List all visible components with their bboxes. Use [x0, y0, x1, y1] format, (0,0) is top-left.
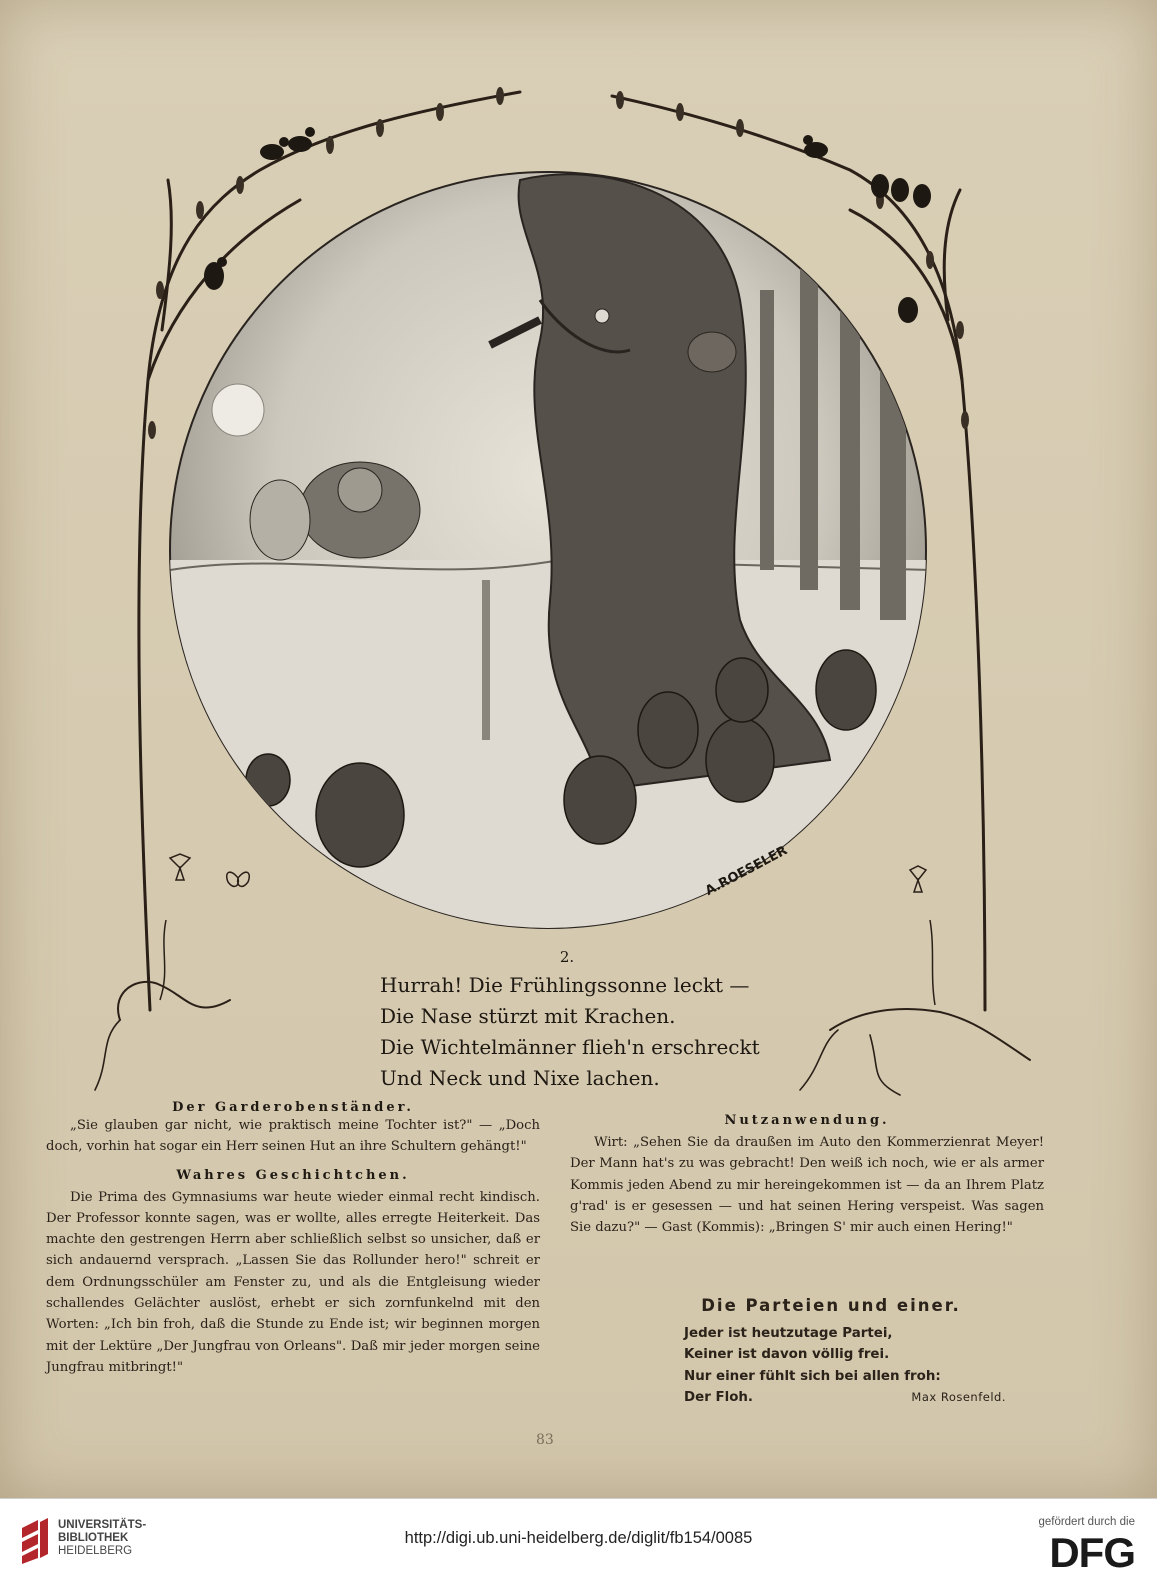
poem-line: Nur einer fühlt sich bei allen froh: — [684, 1368, 941, 1384]
caption-line: Die Nase stürzt mit Krachen. — [380, 1004, 676, 1028]
dfg-logo[interactable]: DFG — [1049, 1529, 1135, 1576]
right-column — [570, 1113, 1044, 1238]
library-name-line: BIBLIOTHEK — [58, 1532, 129, 1544]
article-heading: Wahres Geschichtchen. — [176, 1167, 410, 1183]
roundel-scene — [170, 172, 930, 930]
poem — [676, 1296, 1006, 1408]
poem-title: Die Parteien und einer. — [701, 1296, 961, 1315]
library-name-line: UNIVERSITÄTS- — [58, 1519, 147, 1531]
article-text: Die Prima des Gymnasiums war heute wieder einmal recht kindisch. Der Professor konnte sagen, was er wollte, alles erregte Heiterkeit. Das machte den gestrengen Herrn aber schließlich selbst so unsicher, daß er sich andauernd versprach. „Lassen Sie das Rollunder hero!" schreit er dem Ordnungsschüler am Fenster zu, und als die Entgleisung wieder schallendes Gelächter auslöst, erhebt er sich zornfunkelnd mit den Worten: „Ich bin froh, daß die Stunde zu Ende ist; wir beginnen morgen mit der Lektüre „Der Jungfrau von Orleans". Daß mir jeder morgen seine Jungfrau mitbringt!" — [46, 1189, 540, 1375]
left-column — [46, 1100, 540, 1378]
article-heading: Der Garderobenständer. — [172, 1100, 414, 1115]
artist-signature: A.ROESELER — [702, 843, 790, 899]
article-heading: Nutzanwendung. — [724, 1113, 890, 1128]
caption-line: Die Wichtelmänner flieh'n erschreckt — [380, 1035, 760, 1059]
illustration-caption — [380, 948, 800, 1094]
caption-line: Und Neck und Nixe lachen. — [380, 1066, 660, 1090]
poem-line: Der Floh. — [684, 1389, 754, 1405]
permalink-url[interactable]: http://digi.ub.uni-heidelberg.de/diglit/fb154/0085 — [404, 1529, 753, 1547]
article-text: Wirt: „Sehen Sie da draußen im Auto den Kommerzienrat Meyer! Der Mann hat's zu was gebracht! Den weiß ich noch, wie er als armer Kommis jeden Abend zu mir hereingekommen ist — da an Ihrem Platz g'rad' is er gesessen — und hat seinen Hering verspeist. Was sagen Sie dazu?" — Gast (Kommis): „Bringen S' mir auch einen Hering!" — [570, 1135, 1044, 1236]
caption-line: Hurrah! Die Frühlingssonne leckt — — [380, 973, 750, 997]
library-name-line: HEIDELBERG — [58, 1545, 133, 1557]
poem-author: Max Rosenfeld. — [911, 1389, 1006, 1404]
funding-label: gefördert durch die — [1038, 1516, 1135, 1528]
page-number: 83 — [536, 1432, 554, 1448]
caption-number: 2. — [559, 948, 575, 966]
footer-bar — [0, 1498, 1157, 1583]
poem-last-line — [676, 1387, 1006, 1408]
article-text: „Sie glauben gar nicht, wie praktisch meine Tochter ist?" — „Doch doch, vorhin hat sogar ein Herr seinen Hut an ihre Schultern gehängt!" — [46, 1118, 540, 1155]
poem-line: Jeder ist heutzutage Partei, — [684, 1326, 893, 1341]
poem-line: Keiner ist davon völlig frei. — [684, 1347, 890, 1363]
